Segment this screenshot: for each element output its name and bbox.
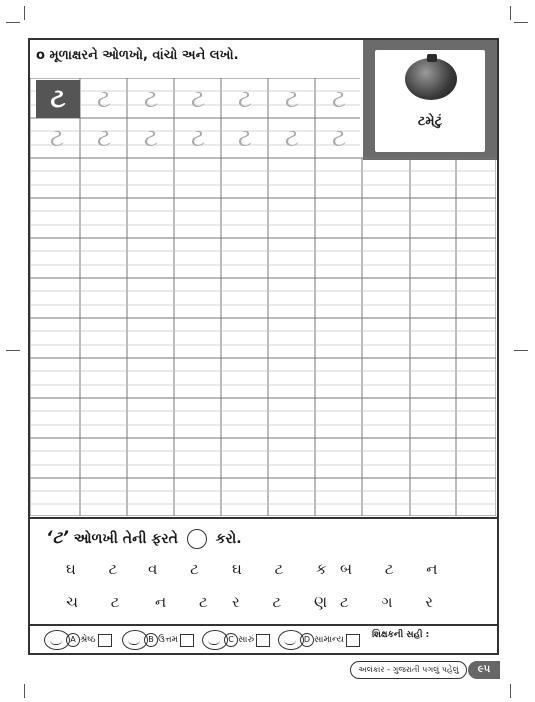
grade-b [122,630,194,650]
trace-letter: ટ [238,85,252,113]
teacher-signature: શિક્ષકની સહી : [372,630,430,640]
letter-group[interactable]: ઘ ટ ક [232,560,341,578]
grade-label: સારું [238,635,255,645]
grade-checkbox[interactable] [98,634,112,647]
picture-label: ટમેટું [417,114,443,129]
activity-title [46,528,242,549]
grade-d [278,630,360,650]
letter-group[interactable]: ર ટ ણ [232,593,342,611]
trace-letter: ટ [97,85,111,113]
letter-group[interactable]: ટ ગ ર [340,593,447,611]
activity-title-mid: ઓળખી તેની ફરતે [73,531,178,547]
tomato-stem-icon [427,54,437,62]
trace-letter: ટ [144,124,158,152]
grade-letter: B [144,633,158,647]
grade-label: સામાન્ય [314,635,344,645]
grade-c [202,630,270,650]
smiley-icon [278,630,304,650]
trace-letter: ટ [191,124,205,152]
crop-mark [24,684,25,698]
grade-checkbox[interactable] [256,634,270,647]
trace-letter: ટ [97,124,111,152]
bullet: o [36,48,45,63]
instruction-text: મૂળાક્ષરને ઓળખો, વાંચો અને લખો. [49,48,239,63]
grade-letter: D [300,633,314,647]
letter-group[interactable]: ચ ટ [66,593,134,611]
instruction-heading [36,48,239,63]
smiley-icon [44,630,70,650]
trace-letter: ટ [50,124,64,152]
crop-mark [6,350,20,351]
model-letter: ટ [36,80,80,118]
grade-checkbox[interactable] [180,634,194,647]
trace-letter: ટ [285,124,299,152]
crop-mark [514,22,528,23]
crop-mark [24,6,25,20]
activity-title-end: કરો. [215,531,242,547]
page-number: ૯૫ [468,661,500,679]
trace-letter: ટ [332,85,346,113]
grade-a [44,630,112,650]
quote-letter: ‘ટ’ [46,528,69,548]
footer-bar [350,661,500,679]
grade-letter: C [224,633,238,647]
trace-letter: ટ [191,85,205,113]
grade-checkbox[interactable] [346,634,360,647]
letter-group[interactable]: વ ટ [148,560,213,578]
smiley-icon [122,630,148,650]
crop-mark [514,350,528,351]
trace-letter: ટ [144,85,158,113]
trace-letter: ટ [332,124,346,152]
crop-mark [6,22,20,23]
letter-group[interactable]: ન ટ [155,593,222,611]
section-divider [28,624,499,626]
grade-label: ઉત્તમ [158,635,179,645]
grade-label: શ્રેષ્ઠ [80,635,96,645]
circle-icon [187,529,207,549]
smiley-icon [202,630,228,650]
crop-mark [510,6,511,20]
letter-group[interactable]: ઘ ટ [66,560,132,578]
book-title: અલંકાર - ગુજરાતી પગલું પહેલું [350,661,467,679]
grade-letter: A [66,633,80,647]
trace-letter: ટ [238,124,252,152]
trace-letter: ટ [285,85,299,113]
section-divider [28,517,499,519]
letter-group[interactable]: બ ટ ન [340,560,452,578]
crop-mark [510,684,511,698]
